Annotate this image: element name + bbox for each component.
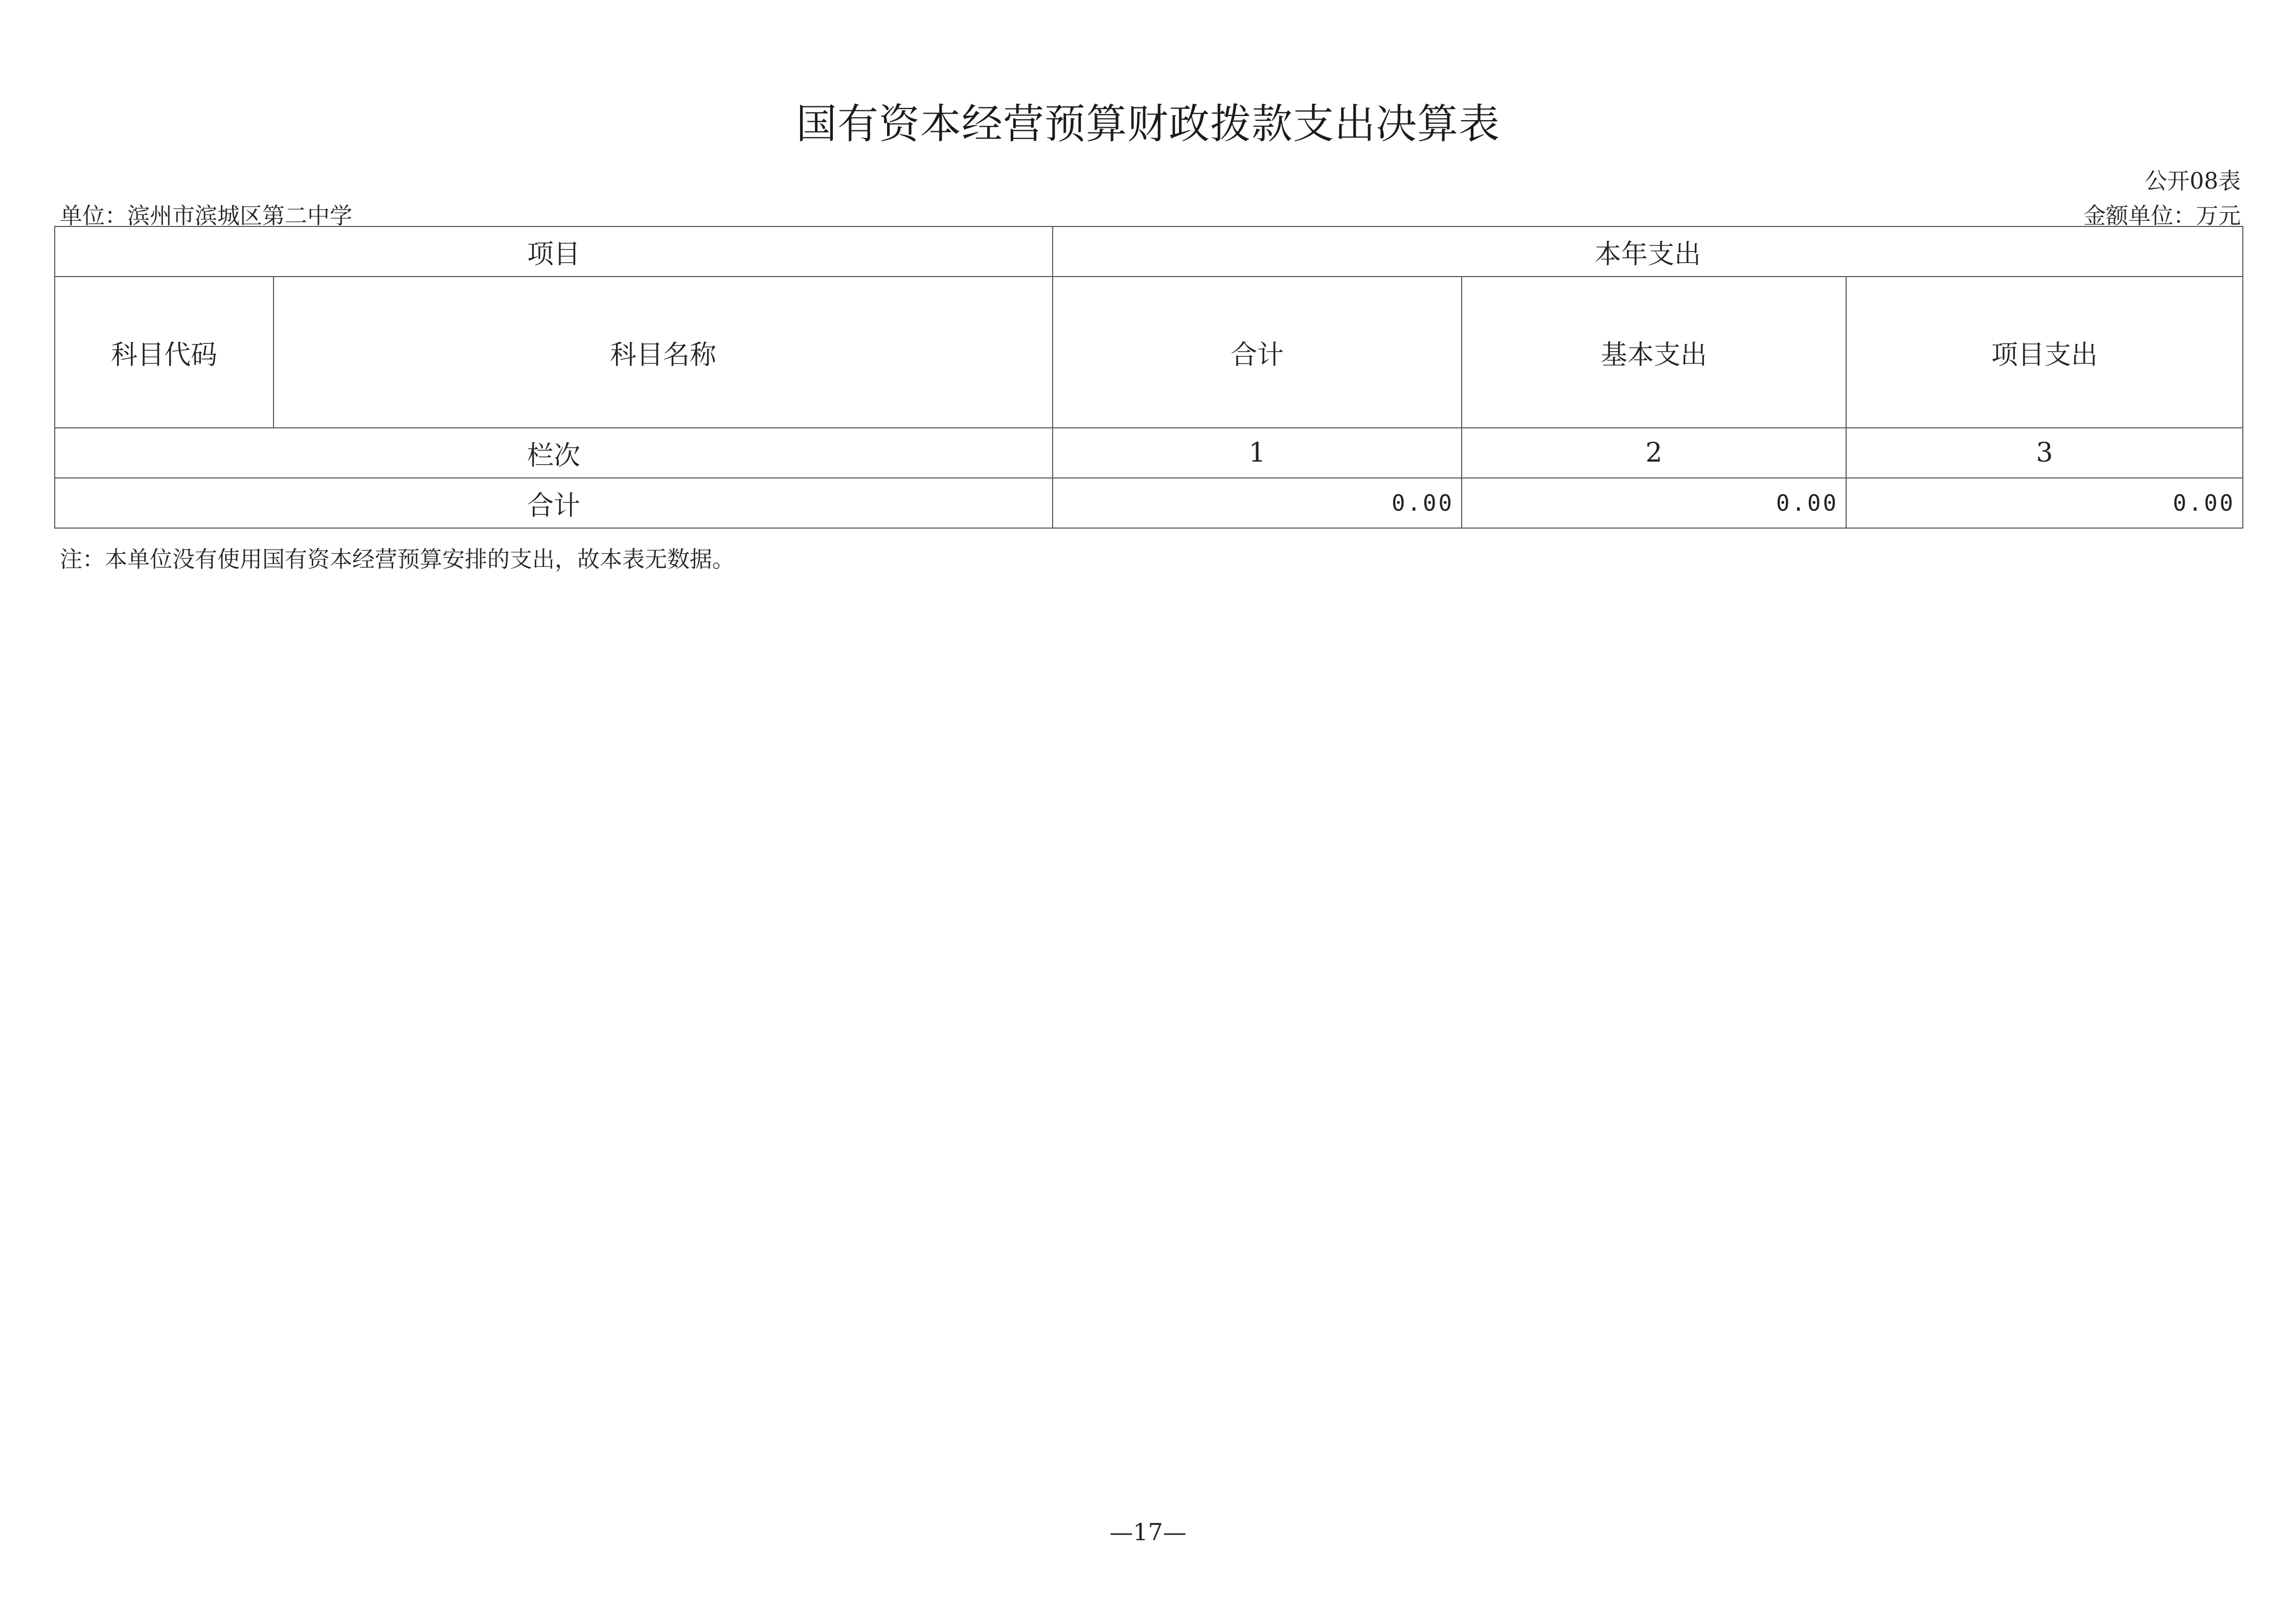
subheader-project: 项目支出 <box>1846 277 2243 428</box>
amount-unit: 金额单位：万元 <box>2083 203 2241 229</box>
column-number-label: 栏次 <box>55 428 1053 478</box>
total-label: 合计 <box>55 478 1053 528</box>
total-row <box>55 478 2243 528</box>
total-basic-amount: 0.00 <box>1462 478 1846 528</box>
column-number-2: 2 <box>1462 428 1846 478</box>
reporting-unit: 单位：滨州市滨城区第二中学 <box>60 203 352 229</box>
column-number-row <box>55 428 2243 478</box>
total-project-amount: 0.00 <box>1846 478 2243 528</box>
subheader-row <box>55 277 2243 428</box>
table-note: 注：本单位没有使用国有资本经营预算安排的支出，故本表无数据。 <box>60 546 735 573</box>
form-code: 公开08表 <box>2145 168 2241 194</box>
header-item: 项目 <box>55 226 1053 277</box>
page-title: 国有资本经营预算财政拨款支出决算表 <box>796 100 1500 148</box>
header-row <box>55 226 2243 277</box>
column-number-1: 1 <box>1053 428 1462 478</box>
column-number-3: 3 <box>1846 428 2243 478</box>
subheader-basic: 基本支出 <box>1462 277 1846 428</box>
subheader-name: 科目名称 <box>274 277 1053 428</box>
total-amount: 0.00 <box>1053 478 1462 528</box>
subheader-code: 科目代码 <box>55 277 274 428</box>
expenditure-table <box>54 226 2243 529</box>
subheader-total: 合计 <box>1053 277 1462 428</box>
page-number: —17— <box>1109 1518 1187 1546</box>
header-current-year: 本年支出 <box>1053 226 2243 277</box>
